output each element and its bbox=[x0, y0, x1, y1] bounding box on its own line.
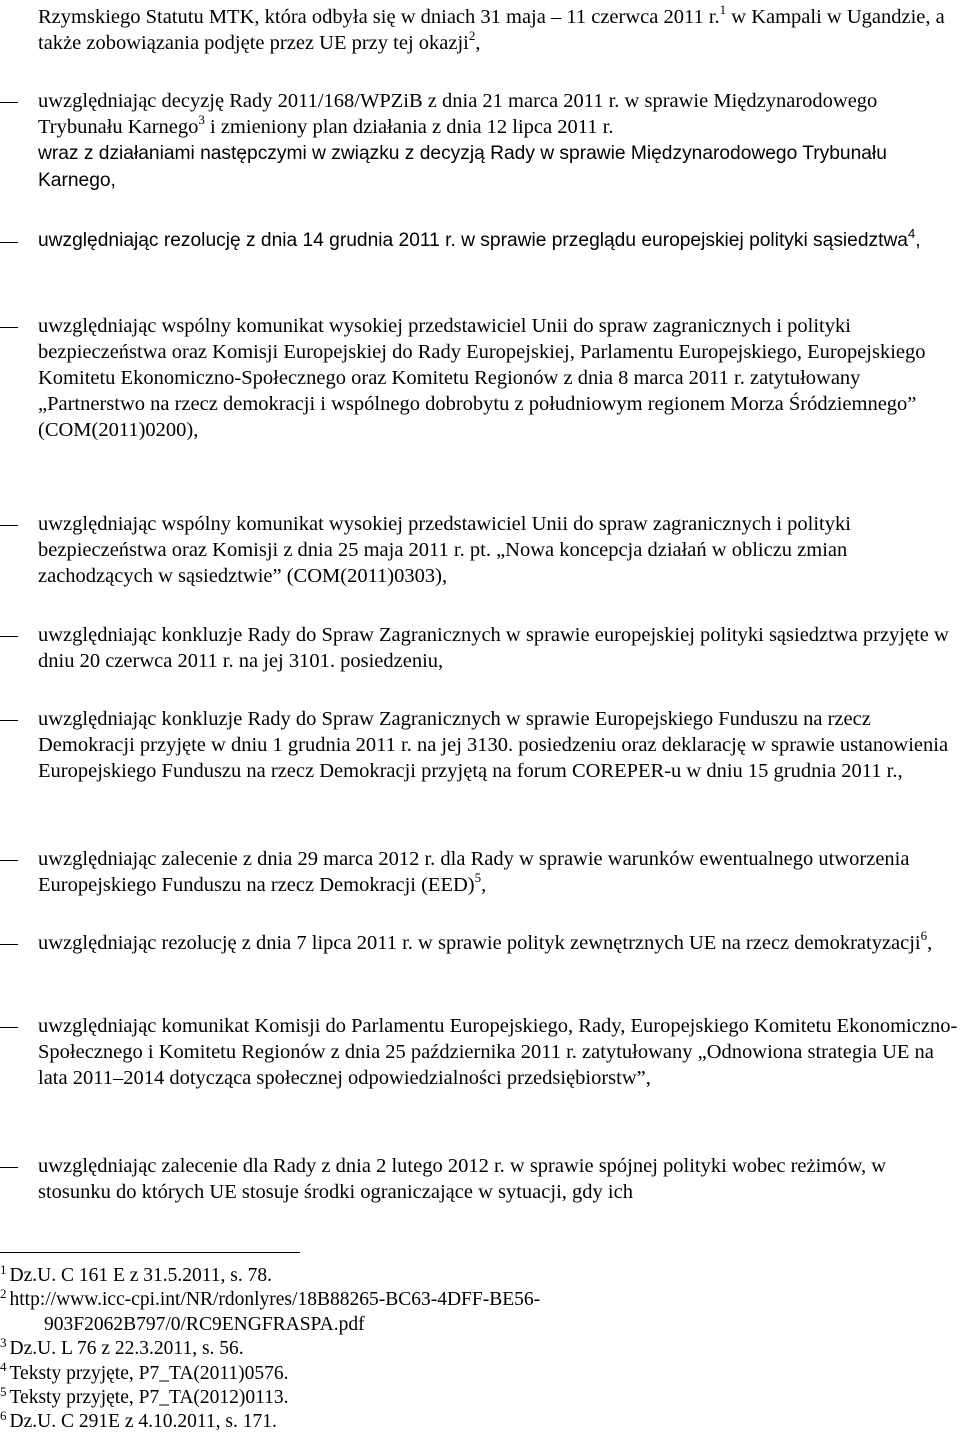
footnote-3: $^3$ Dz.U. L 76 z 22.3.2011, s. 56. bbox=[0, 1334, 244, 1360]
footnote-ref-5[interactable]: 5 bbox=[474, 870, 482, 886]
footnote-5: $^5$ Teksty przyjęte, P7_TA(2012)0113. bbox=[0, 1383, 289, 1409]
footnote-2-link[interactable]: http://www.icc-cpi.int/NR/rdonlyres/18B88265-BC63-4DFF-BE56- bbox=[9, 1289, 541, 1311]
item-9-text: uwzględniając komunikat Komisji do Parlamentu Europejskiego, Rady, Europejskiego Komitetu Ekonomiczno-Społecznego i Komitetu Regionów z dnia 25 października 2011 r. zatytułowany „Odnowiona strategia UE na lata 2011–2014 dotycząca społecznej odpowiedzialności przedsiębiorstw”, bbox=[38, 1015, 958, 1089]
footnotes-list bbox=[0, 1261, 940, 1435]
intro-text-1: Rzymskiego Statutu MTK, która odbyła się w dniach 31 maja – 11 czerwca 2011 r. bbox=[38, 6, 720, 28]
list-item-5 bbox=[38, 622, 958, 674]
list-item-10 bbox=[38, 1153, 958, 1205]
item-4-text: uwzględniając wspólny komunikat wysokiej przedstawiciel Unii do spraw zagranicznych i polityki bezpieczeństwa oraz Komisji z dnia 25 maja 2011 r. pt. „Nowa koncepcja działań w obliczu zmian zachodzących w sąsiedztwie” (COM(2011)0303), bbox=[38, 513, 851, 587]
list-item-1 bbox=[38, 88, 958, 194]
item-1-text-b: i zmieniony plan działania z dnia 12 lipca 2011 r. bbox=[204, 116, 614, 138]
item-1-text: uwzględniając decyzję Rady 2011/168/WPZiB z dnia 21 marca 2011 r. w sprawie Międzynarodowego Trybunału Karnego bbox=[38, 90, 878, 138]
item-3-text: uwzględniając wspólny komunikat wysokiej przedstawiciel Unii do spraw zagranicznych i polityki bezpieczeństwa oraz Komisji Europejskiej do Rady Europejskiej, Parlamentu Europejskiego, Europejskiego Komitetu Ekonomiczno-Społecznego oraz Komitetu Regionów z dnia 8 marca 2011 r. zatytułowany „Partnerstwo na rzecz demokracji i wspólnego dobrobytu z południowym regionem Morza Śródziemnego” (COM(2011)0200), bbox=[38, 315, 926, 441]
item-10-text: uwzględniając zalecenie dla Rady z dnia 2 lutego 2012 r. w sprawie spójnej polityki wobec reżimów, w stosunku do których UE stosuje środki ograniczające w sytuacji, gdy ich bbox=[38, 1155, 887, 1203]
footnote-ref-3[interactable]: 3 bbox=[198, 112, 205, 128]
footnote-1: $^1$ Dz.U. C 161 E z 31.5.2011, s. 78. bbox=[0, 1261, 273, 1286]
footnote-ref-4[interactable]: 4 bbox=[907, 225, 916, 241]
footnote-4: $^4$ Teksty przyjęte, P7_TA(2011)0576. bbox=[0, 1359, 289, 1384]
list-item-7 bbox=[38, 846, 958, 898]
list-item-4 bbox=[38, 511, 958, 589]
footnote-ref-2[interactable]: 2 bbox=[468, 28, 476, 44]
item-7-text-b: , bbox=[481, 874, 487, 896]
item-7-text: uwzględniając zalecenie z dnia 29 marca 2012 r. dla Rady w sprawie warunków ewentualnego utworzenia Europejskiego Funduszu na rzecz Demokracji (EED) bbox=[38, 848, 910, 896]
list-item-3 bbox=[38, 313, 958, 443]
item-6-text: uwzględniając konkluzje Rady do Spraw Zagranicznych w sprawie Europejskiego Funduszu na rzecz Demokracji przyjęte w dniu 1 grudnia 2011 r. na jej 3130. posiedzeniu oraz deklarację w sprawie ustanowienia Europejskiego Funduszu na rzecz Demokracji przyjętą na forum COREPER-u w dniu 15 grudnia 2011 r., bbox=[38, 708, 949, 782]
item-5-text: uwzględniając konkluzje Rady do Spraw Zagranicznych w sprawie europejskiej polityki sąsiedztwa przyjęte w dniu 20 czerwca 2011 r. na jej 3101. posiedzeniu, bbox=[38, 624, 949, 672]
intro-text-3: , bbox=[475, 32, 481, 54]
list-item-8 bbox=[38, 930, 958, 956]
item-2-text-c: , bbox=[915, 230, 921, 251]
footnote-6: $^6$ Dz.U. C 291E z 4.10.2011, s. 171. bbox=[0, 1407, 277, 1433]
footnote-2-link-cont[interactable]: 903F2062B797/0/RC9ENGFRASPA.pdf bbox=[44, 1313, 365, 1335]
item-8-text-b: , bbox=[927, 932, 933, 954]
list-item-6 bbox=[38, 706, 958, 784]
item-2-text-b: w sprawie przeglądu europejskiej polityki sąsiedztwa bbox=[455, 230, 908, 251]
footnote-separator bbox=[0, 1252, 300, 1253]
footnote-ref-6[interactable]: 6 bbox=[920, 928, 928, 944]
item-8-text: uwzględniając rezolucję z dnia 7 lipca 2011 r. w sprawie polityk zewnętrznych UE na rzecz demokratyzacji bbox=[38, 932, 921, 954]
intro-text-2: w Kampali w Ugandzie, a także zobowiązania podjęte przez UE przy tej okazji bbox=[38, 6, 945, 54]
intro-paragraph bbox=[38, 4, 953, 56]
list-item-2 bbox=[38, 225, 958, 254]
list-item-9 bbox=[38, 1013, 958, 1091]
footnote-2: $^2$ http://www.icc-cpi.int/NR/rdonlyres/18B88265-BC63-4DFF-BE56- 903F2062B797/0/RC9ENGFRASPA.pdf bbox=[0, 1288, 940, 1337]
item-1-text-c: wraz z działaniami następczymi w związku z decyzją Rady w sprawie Międzynarodowego Trybunału Karnego, bbox=[38, 143, 887, 191]
footnote-ref-1[interactable]: 1 bbox=[719, 2, 727, 18]
item-2-text: uwzględniając rezolucję z dnia 14 grudnia 2011 r. bbox=[38, 230, 456, 251]
